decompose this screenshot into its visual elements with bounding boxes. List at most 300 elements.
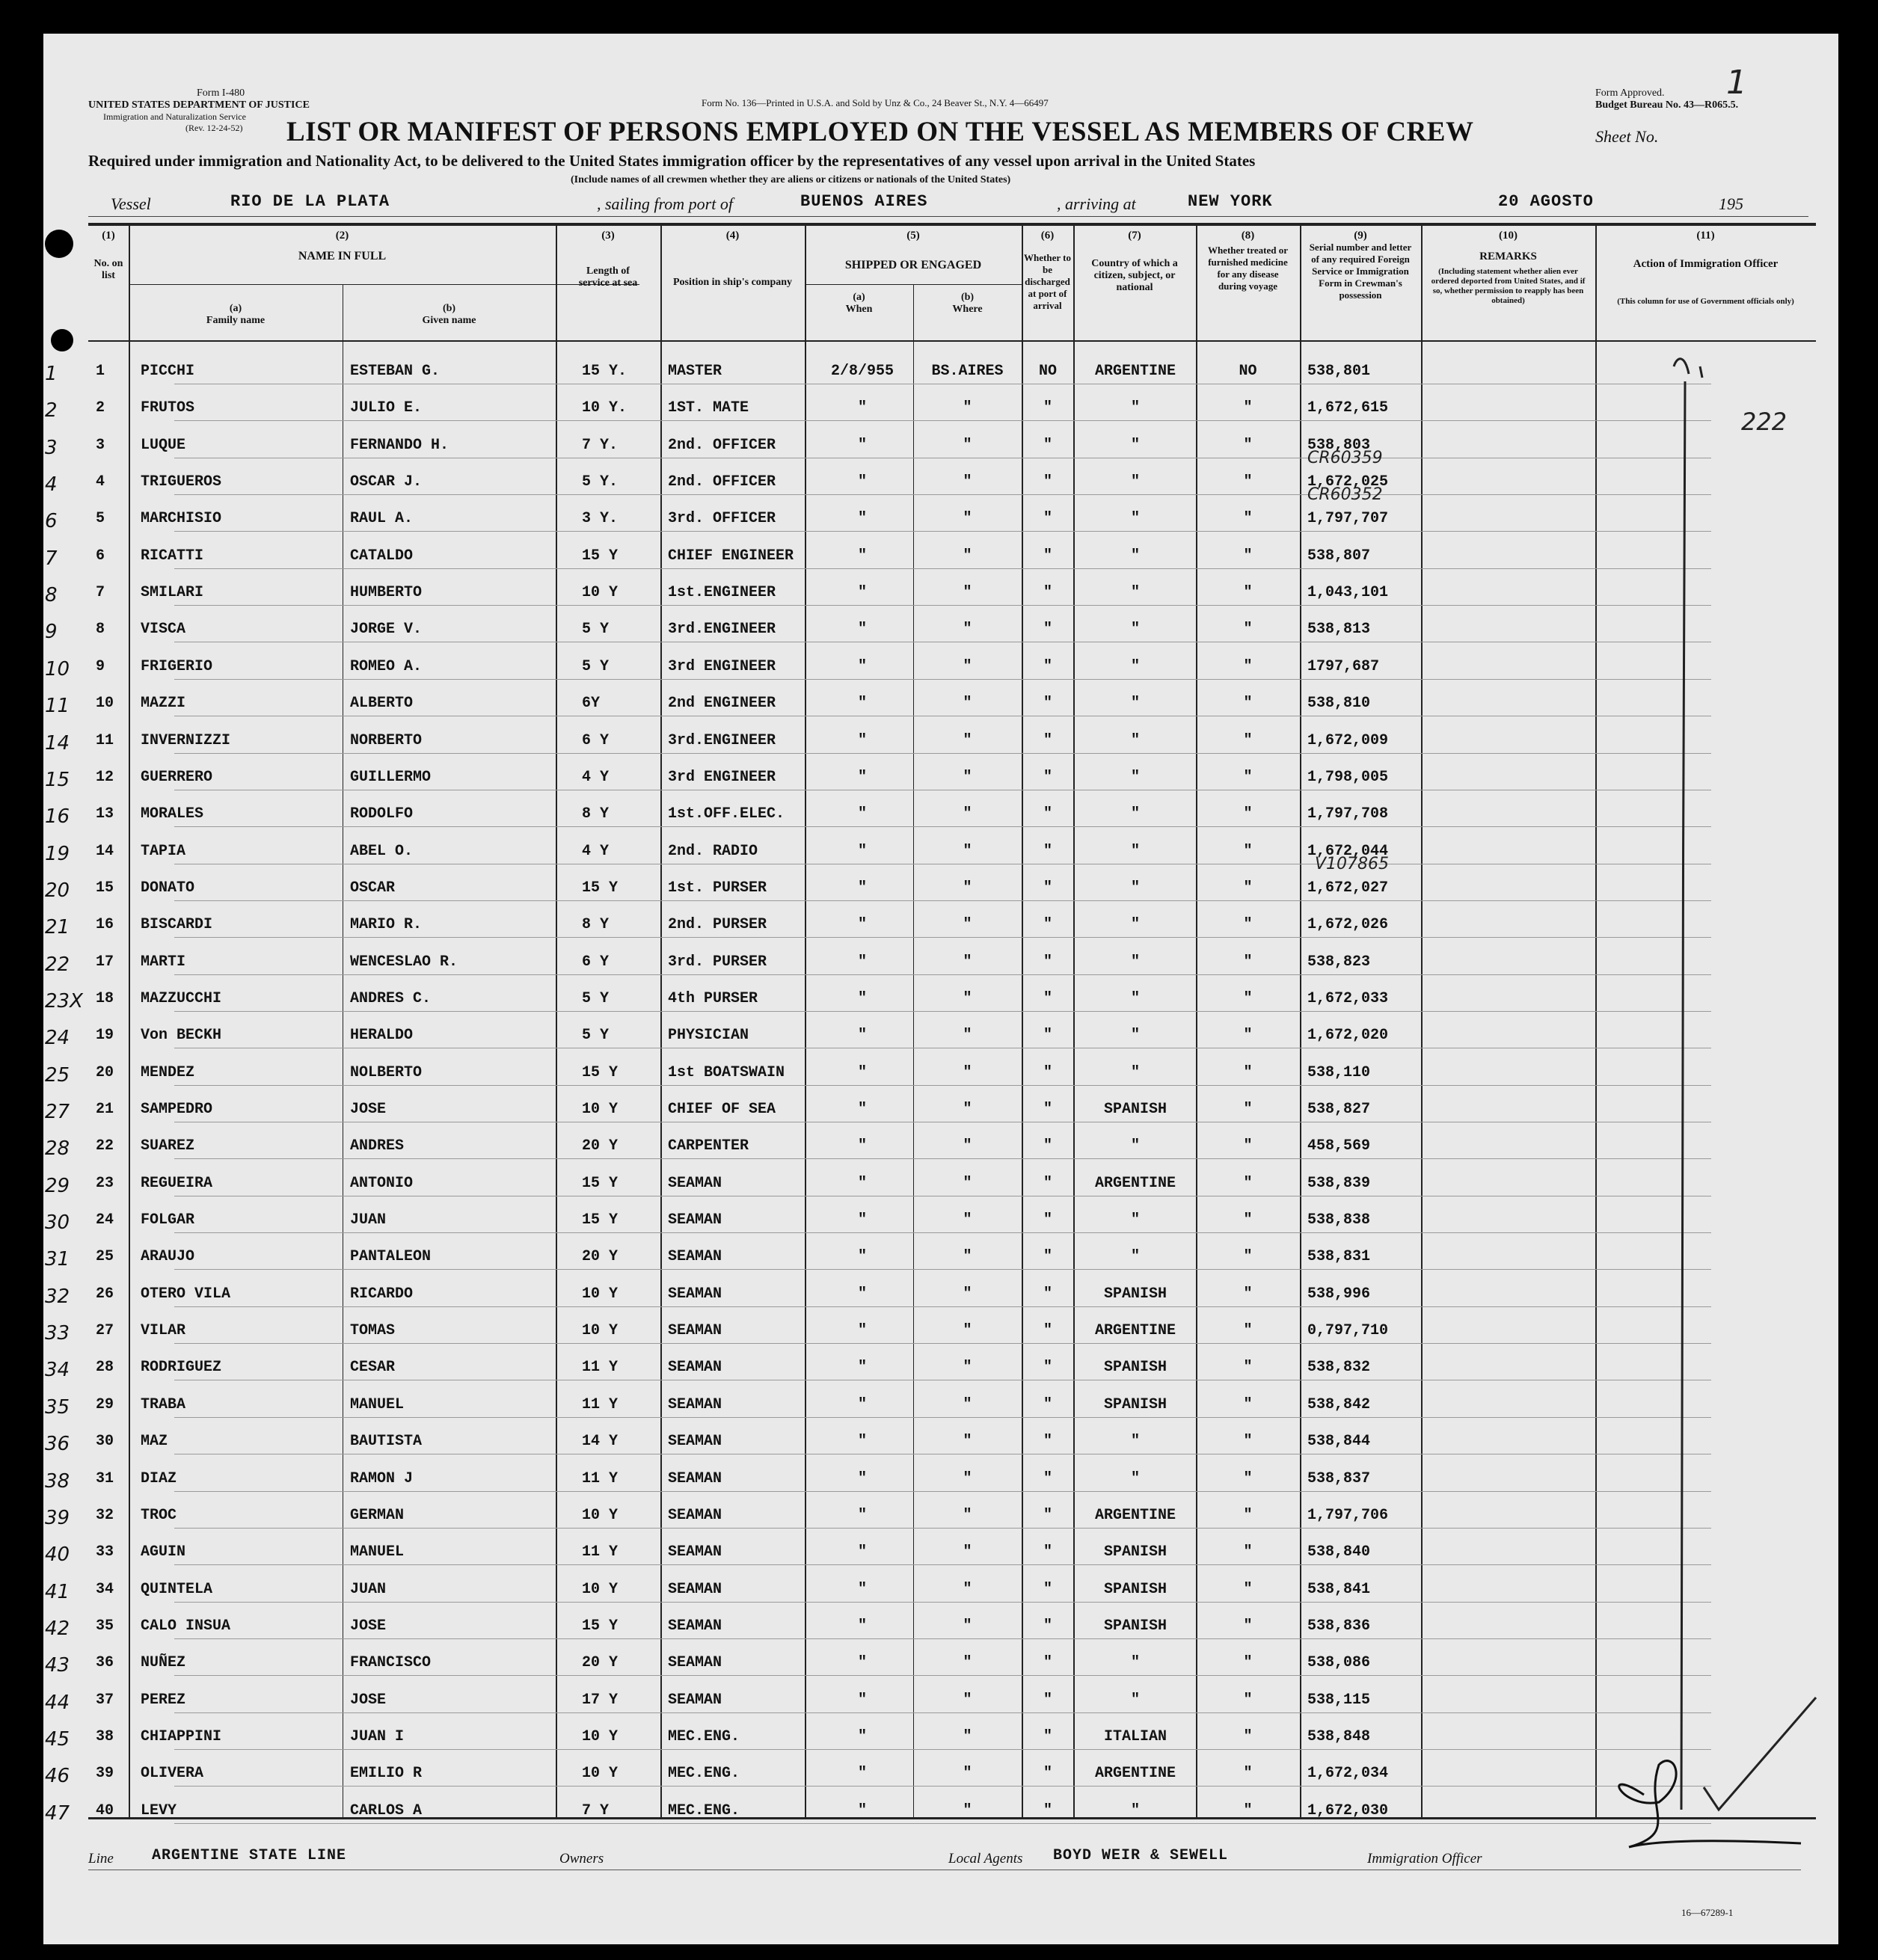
serial-number: 1,043,101 bbox=[1307, 584, 1389, 602]
shipped-when: " bbox=[857, 1395, 867, 1413]
name-subheader-rule bbox=[129, 284, 639, 285]
position: 3rd ENGINEER bbox=[668, 768, 776, 786]
serial-number: 538,823 bbox=[1307, 953, 1371, 971]
shipped-where: " bbox=[963, 1691, 972, 1709]
row-rule bbox=[174, 1343, 1711, 1344]
serial-number: 1,672,615 bbox=[1307, 399, 1389, 417]
country: SPANISH bbox=[1103, 1395, 1167, 1413]
country: ARGENTINE bbox=[1094, 1506, 1176, 1524]
sailing-label: , sailing from port of bbox=[597, 194, 733, 213]
discharged: " bbox=[1043, 1211, 1052, 1229]
medicine: " bbox=[1243, 953, 1253, 971]
row-rule bbox=[174, 1085, 1711, 1086]
shipped-where: " bbox=[963, 695, 972, 713]
medicine: " bbox=[1243, 657, 1253, 675]
col2b-tag: (b) bbox=[442, 303, 456, 314]
header-bottom-rule bbox=[88, 340, 1816, 342]
family-name: REGUEIRA bbox=[141, 1174, 213, 1192]
shipped-where: " bbox=[963, 805, 972, 823]
col2a-header: Family name bbox=[206, 315, 266, 326]
service-length: 10 Y bbox=[582, 1580, 619, 1598]
shipped-where: " bbox=[963, 916, 972, 934]
country: " bbox=[1130, 621, 1140, 639]
medicine: " bbox=[1243, 1359, 1253, 1377]
country: " bbox=[1130, 1801, 1140, 1819]
given-name: ANDRES C. bbox=[350, 989, 432, 1007]
col-divider-6 bbox=[1073, 224, 1075, 1817]
position: 3rd. OFFICER bbox=[668, 510, 776, 528]
position: CHIEF ENGINEER bbox=[668, 547, 794, 565]
position: SEAMAN bbox=[668, 1174, 722, 1192]
sheet-no-label: Sheet No. bbox=[1595, 127, 1659, 146]
given-name: MANUEL bbox=[350, 1395, 405, 1413]
medicine: " bbox=[1243, 1248, 1253, 1266]
shipped-where: " bbox=[963, 547, 972, 565]
discharged: " bbox=[1043, 621, 1052, 639]
row-rule bbox=[174, 1823, 1711, 1824]
given-name: CATALDO bbox=[350, 547, 414, 565]
row-number: 8 bbox=[96, 621, 105, 639]
row-number: 3 bbox=[96, 436, 105, 454]
discharged: " bbox=[1043, 1765, 1052, 1783]
col11-header: Action of Immigration Officer bbox=[1633, 258, 1779, 270]
shipped-where: " bbox=[963, 1580, 972, 1598]
row-rule bbox=[174, 1269, 1711, 1270]
row-number: 30 bbox=[96, 1433, 114, 1451]
given-name: BAUTISTA bbox=[350, 1433, 423, 1451]
row-number: 27 bbox=[96, 1322, 114, 1340]
shipped-where: " bbox=[963, 1469, 972, 1487]
col7-header: Country of which a citizen, subject, or national bbox=[1091, 258, 1178, 293]
medicine: " bbox=[1243, 399, 1253, 417]
table-top-rule bbox=[88, 223, 1816, 226]
country: ITALIAN bbox=[1103, 1727, 1167, 1745]
medicine: " bbox=[1243, 695, 1253, 713]
row-rule bbox=[174, 1564, 1711, 1565]
row-rule bbox=[174, 753, 1711, 754]
medicine: " bbox=[1243, 436, 1253, 454]
country: " bbox=[1130, 510, 1140, 528]
serial-number: 538,832 bbox=[1307, 1359, 1371, 1377]
family-name: CALO INSUA bbox=[141, 1617, 231, 1635]
discharged: " bbox=[1043, 1580, 1052, 1598]
position: CHIEF OF SEA bbox=[668, 1101, 776, 1118]
position: SEAMAN bbox=[668, 1211, 722, 1229]
given-name: HUMBERTO bbox=[350, 584, 423, 602]
medicine: NO bbox=[1239, 363, 1257, 380]
serial-number: 1,672,044 bbox=[1307, 842, 1389, 860]
discharged: " bbox=[1043, 1654, 1052, 1672]
medicine: " bbox=[1243, 731, 1253, 749]
serial-number: 1,672,033 bbox=[1307, 989, 1389, 1007]
row-rule bbox=[174, 568, 1711, 569]
hand-number: 44 bbox=[45, 1691, 70, 1714]
service-length: 3 Y. bbox=[582, 510, 619, 528]
service-length: 4 Y bbox=[582, 768, 610, 786]
family-name: QUINTELA bbox=[141, 1580, 213, 1598]
hand-number: 4 bbox=[45, 473, 58, 497]
hand-number: 35 bbox=[45, 1395, 70, 1419]
serial-number: 0,797,710 bbox=[1307, 1322, 1389, 1340]
hand-number: 38 bbox=[45, 1469, 70, 1493]
col5b-tag: (b) bbox=[960, 292, 975, 303]
row-number: 36 bbox=[96, 1654, 114, 1672]
col3-number: (3) bbox=[601, 230, 615, 242]
row5-handwritten-note: CR60352 bbox=[1307, 485, 1383, 504]
shipped-when: " bbox=[857, 1027, 867, 1045]
row-number: 10 bbox=[96, 695, 114, 713]
serial-number: 1,797,706 bbox=[1307, 1506, 1389, 1524]
row-number: 34 bbox=[96, 1580, 114, 1598]
col6-header: Whether to be discharged at port of arrival bbox=[1024, 252, 1071, 311]
position: MEC.ENG. bbox=[668, 1765, 740, 1783]
row-number: 16 bbox=[96, 916, 114, 934]
shipped-where: " bbox=[963, 953, 972, 971]
col6-number: (6) bbox=[1040, 230, 1055, 242]
service-length: 6Y bbox=[582, 695, 601, 713]
hand-number: 2 bbox=[45, 399, 58, 423]
family-name: MARCHISIO bbox=[141, 510, 222, 528]
shipped-where: " bbox=[963, 621, 972, 639]
col3-header: Length of service at sea bbox=[578, 265, 638, 289]
col-divider-8 bbox=[1300, 224, 1301, 1817]
shipped-when: " bbox=[857, 731, 867, 749]
given-name: GERMAN bbox=[350, 1506, 405, 1524]
family-name: AGUIN bbox=[141, 1543, 186, 1561]
family-name: FRIGERIO bbox=[141, 657, 213, 675]
position: MASTER bbox=[668, 363, 722, 380]
arrival-date: 20 AGOSTO bbox=[1498, 192, 1594, 211]
row-number: 20 bbox=[96, 1063, 114, 1081]
hand-number: 23X bbox=[45, 989, 83, 1013]
given-name: MANUEL bbox=[350, 1543, 405, 1561]
family-name: TAPIA bbox=[141, 842, 186, 860]
given-name: GUILLERMO bbox=[350, 768, 432, 786]
shipped-where: " bbox=[963, 1433, 972, 1451]
family-name: NUÑEZ bbox=[141, 1654, 186, 1672]
serial-number: 538,813 bbox=[1307, 621, 1371, 639]
family-name: GUERRERO bbox=[141, 768, 213, 786]
medicine: " bbox=[1243, 1211, 1253, 1229]
position: SEAMAN bbox=[668, 1285, 722, 1303]
hand-number: 8 bbox=[45, 584, 58, 607]
owners-label: Owners bbox=[559, 1851, 604, 1867]
serial-number: 538,841 bbox=[1307, 1580, 1371, 1598]
shipped-when: " bbox=[857, 1174, 867, 1192]
given-name: ANDRES bbox=[350, 1137, 405, 1155]
given-name: ESTEBAN G. bbox=[350, 363, 441, 380]
serial-number: 1,797,707 bbox=[1307, 510, 1389, 528]
service-length: 6 Y bbox=[582, 731, 610, 749]
hand-number: 45 bbox=[45, 1727, 70, 1751]
service-length: 10 Y bbox=[582, 584, 619, 602]
discharged: " bbox=[1043, 1543, 1052, 1561]
shipped-when: " bbox=[857, 1063, 867, 1081]
service-length: 8 Y bbox=[582, 916, 610, 934]
serial-number: 458,569 bbox=[1307, 1137, 1371, 1155]
hand-number: 31 bbox=[45, 1248, 70, 1271]
given-name: FERNANDO H. bbox=[350, 436, 449, 454]
shipped-where: " bbox=[963, 1727, 972, 1745]
discharged: " bbox=[1043, 1322, 1052, 1340]
discharged: " bbox=[1043, 916, 1052, 934]
form-code: 16—67289-1 bbox=[1681, 1907, 1734, 1918]
given-name: CARLOS A bbox=[350, 1801, 423, 1819]
given-name: HERALDO bbox=[350, 1027, 414, 1045]
service-length: 15 Y. bbox=[582, 363, 627, 380]
position: 1st BOATSWAIN bbox=[668, 1063, 785, 1081]
country: " bbox=[1130, 768, 1140, 786]
medicine: " bbox=[1243, 1063, 1253, 1081]
country: " bbox=[1130, 1211, 1140, 1229]
shipped-where: " bbox=[963, 1322, 972, 1340]
discharged: " bbox=[1043, 1359, 1052, 1377]
medicine: " bbox=[1243, 1727, 1253, 1745]
serial-number: 1,672,025 bbox=[1307, 473, 1389, 491]
serial-number: 1,672,034 bbox=[1307, 1765, 1389, 1783]
family-name: DONATO bbox=[141, 879, 195, 897]
shipped-when: " bbox=[857, 1691, 867, 1709]
service-length: 20 Y bbox=[582, 1137, 619, 1155]
row-number: 38 bbox=[96, 1727, 114, 1745]
hand-number: 1 bbox=[45, 363, 58, 385]
country: " bbox=[1130, 916, 1140, 934]
discharged: " bbox=[1043, 731, 1052, 749]
medicine: " bbox=[1243, 1137, 1253, 1155]
given-name: JORGE V. bbox=[350, 621, 423, 639]
shipped-where: " bbox=[963, 399, 972, 417]
country: SPANISH bbox=[1103, 1543, 1167, 1561]
shipped-where: " bbox=[963, 436, 972, 454]
row-number: 35 bbox=[96, 1617, 114, 1635]
shipped-when: " bbox=[857, 1580, 867, 1598]
medicine: " bbox=[1243, 621, 1253, 639]
punch-hole-top bbox=[45, 230, 73, 258]
position: 1ST. MATE bbox=[668, 399, 749, 417]
hand-number: 28 bbox=[45, 1137, 70, 1161]
shipped-when: " bbox=[857, 695, 867, 713]
serial-number: 1,797,708 bbox=[1307, 805, 1389, 823]
shipped-when: " bbox=[857, 1801, 867, 1819]
family-name: MORALES bbox=[141, 805, 204, 823]
hand-number: 27 bbox=[45, 1101, 70, 1123]
row-number: 18 bbox=[96, 989, 114, 1007]
shipped-when: " bbox=[857, 953, 867, 971]
col8-header: Whether treated or furnished medicine for any disease during voyage bbox=[1207, 245, 1289, 292]
discharged: " bbox=[1043, 1469, 1052, 1487]
col5-header: SHIPPED OR ENGAGED bbox=[844, 259, 982, 271]
row-rule bbox=[174, 1675, 1711, 1676]
row-number: 37 bbox=[96, 1691, 114, 1709]
family-name: CHIAPPINI bbox=[141, 1727, 222, 1745]
row-number: 33 bbox=[96, 1543, 114, 1561]
col-divider-4 bbox=[805, 224, 806, 1817]
country: " bbox=[1130, 657, 1140, 675]
arrival-port: NEW YORK bbox=[1188, 192, 1273, 211]
col-divider-7 bbox=[1196, 224, 1197, 1817]
row-rule bbox=[174, 1749, 1711, 1750]
family-name: FRUTOS bbox=[141, 399, 195, 417]
shipped-where: " bbox=[963, 1248, 972, 1266]
arrival-year: 195 bbox=[1719, 194, 1743, 213]
row-rule bbox=[174, 679, 1711, 680]
shipped-where: " bbox=[963, 510, 972, 528]
serial-number: 538,831 bbox=[1307, 1248, 1371, 1266]
position: SEAMAN bbox=[668, 1395, 722, 1413]
country: " bbox=[1130, 1027, 1140, 1045]
medicine: " bbox=[1243, 547, 1253, 565]
discharged: " bbox=[1043, 1063, 1052, 1081]
row-rule bbox=[174, 1602, 1711, 1603]
hand-number: 43 bbox=[45, 1654, 70, 1677]
shipped-where: " bbox=[963, 1801, 972, 1819]
medicine: " bbox=[1243, 510, 1253, 528]
given-name: RAUL A. bbox=[350, 510, 414, 528]
hand-number: 7 bbox=[45, 547, 58, 570]
col8-number: (8) bbox=[1241, 230, 1255, 242]
family-name: INVERNIZZI bbox=[141, 731, 231, 749]
serial-number: 538,115 bbox=[1307, 1691, 1371, 1709]
col10-header: REMARKS bbox=[1479, 251, 1537, 262]
row-number: 12 bbox=[96, 768, 114, 786]
family-name: SMILARI bbox=[141, 584, 204, 602]
medicine: " bbox=[1243, 1285, 1253, 1303]
row-number: 39 bbox=[96, 1765, 114, 1783]
col-divider-5 bbox=[1022, 224, 1023, 1817]
col5-number: (5) bbox=[906, 230, 920, 242]
shipped-when: " bbox=[857, 916, 867, 934]
row-number: 24 bbox=[96, 1211, 114, 1229]
service-length: 11 Y bbox=[582, 1395, 619, 1413]
col11-note: (This column for use of Government officials only) bbox=[1617, 297, 1794, 306]
col7-number: (7) bbox=[1128, 230, 1141, 242]
given-name: NORBERTO bbox=[350, 731, 423, 749]
service-length: 7 Y bbox=[582, 1801, 610, 1819]
position: 2nd. OFFICER bbox=[668, 473, 776, 491]
budget-bureau: Budget Bureau No. 43—R065.5. bbox=[1595, 99, 1739, 111]
position: SEAMAN bbox=[668, 1617, 722, 1635]
given-name: ALBERTO bbox=[350, 695, 414, 713]
service-length: 15 Y bbox=[582, 879, 619, 897]
shipped-where: " bbox=[963, 768, 972, 786]
family-name: RICATTI bbox=[141, 547, 204, 565]
medicine: " bbox=[1243, 1506, 1253, 1524]
family-name: FOLGAR bbox=[141, 1211, 195, 1229]
serial-number: 1,672,009 bbox=[1307, 731, 1389, 749]
shipped-where: " bbox=[963, 584, 972, 602]
medicine: " bbox=[1243, 1027, 1253, 1045]
position: 3rd. PURSER bbox=[668, 953, 767, 971]
service-length: 20 Y bbox=[582, 1654, 619, 1672]
country: " bbox=[1130, 1063, 1140, 1081]
discharged: " bbox=[1043, 584, 1052, 602]
vessel-label: Vessel bbox=[111, 194, 151, 213]
medicine: " bbox=[1243, 805, 1253, 823]
service-length: 5 Y bbox=[582, 1027, 610, 1045]
col11-number: (11) bbox=[1696, 230, 1715, 242]
family-name: PEREZ bbox=[141, 1691, 186, 1709]
country: " bbox=[1130, 989, 1140, 1007]
position: SEAMAN bbox=[668, 1322, 722, 1340]
row-rule bbox=[174, 1011, 1711, 1012]
row-rule bbox=[174, 531, 1711, 532]
serial-number: 1797,687 bbox=[1307, 657, 1380, 675]
row-number: 28 bbox=[96, 1359, 114, 1377]
shipped-where: " bbox=[963, 1654, 972, 1672]
country: ARGENTINE bbox=[1094, 1174, 1176, 1192]
shipped-where: " bbox=[963, 1506, 972, 1524]
given-name: PANTALEON bbox=[350, 1248, 432, 1266]
medicine: " bbox=[1243, 1654, 1253, 1672]
shipped-where: BS.AIRES bbox=[931, 363, 1004, 380]
family-name: DIAZ bbox=[141, 1469, 177, 1487]
row-number: 13 bbox=[96, 805, 114, 823]
service-length: 15 Y bbox=[582, 547, 619, 565]
shipped-where: " bbox=[963, 1211, 972, 1229]
position: 2nd. OFFICER bbox=[668, 436, 776, 454]
row-number: 2 bbox=[96, 399, 105, 417]
position: SEAMAN bbox=[668, 1433, 722, 1451]
row-rule bbox=[174, 1158, 1711, 1159]
row-number: 11 bbox=[96, 731, 114, 749]
hand-number: 39 bbox=[45, 1506, 70, 1529]
discharged: " bbox=[1043, 768, 1052, 786]
row-number: 6 bbox=[96, 547, 105, 565]
hand-number: 29 bbox=[45, 1174, 70, 1197]
page-title: LIST OR MANIFEST OF PERSONS EMPLOYED ON THE VESSEL AS MEMBERS OF CREW bbox=[286, 117, 1474, 147]
row-number: 26 bbox=[96, 1285, 114, 1303]
col4-header: Position in ship's company bbox=[672, 277, 793, 288]
service-length: 15 Y bbox=[582, 1617, 619, 1635]
printer-line: Form No. 136—Printed in U.S.A. and Sold by Unz & Co., 24 Beaver St., N.Y. 4—66497 bbox=[702, 97, 1049, 108]
row-number: 32 bbox=[96, 1506, 114, 1524]
hand-number: 30 bbox=[45, 1211, 70, 1235]
position: SEAMAN bbox=[668, 1359, 722, 1377]
row-number: 5 bbox=[96, 510, 105, 528]
given-name: JOSE bbox=[350, 1617, 387, 1635]
service-length: 10 Y. bbox=[582, 399, 627, 417]
medicine: " bbox=[1243, 768, 1253, 786]
family-name: TRIGUEROS bbox=[141, 473, 222, 491]
col9-number: (9) bbox=[1354, 230, 1367, 242]
given-name: JOSE bbox=[350, 1691, 387, 1709]
shipped-where: " bbox=[963, 1063, 972, 1081]
given-name: ABEL O. bbox=[350, 842, 414, 860]
sheet-number: 1 bbox=[1726, 64, 1747, 102]
col2-number: (2) bbox=[335, 230, 349, 242]
shipped-when: " bbox=[857, 657, 867, 675]
medicine: " bbox=[1243, 1580, 1253, 1598]
hand-number: 15 bbox=[45, 768, 70, 791]
family-name: BISCARDI bbox=[141, 916, 213, 934]
given-name: ROMEO A. bbox=[350, 657, 423, 675]
department-name: UNITED STATES DEPARTMENT OF JUSTICE bbox=[88, 99, 310, 111]
serial-number: 538,842 bbox=[1307, 1395, 1371, 1413]
hand-number: 16 bbox=[45, 805, 70, 829]
given-name: CESAR bbox=[350, 1359, 396, 1377]
medicine: " bbox=[1243, 1691, 1253, 1709]
position: MEC.ENG. bbox=[668, 1727, 740, 1745]
given-name: WENCESLAO R. bbox=[350, 953, 458, 971]
position: PHYSICIAN bbox=[668, 1027, 749, 1045]
shipped-when: " bbox=[857, 399, 867, 417]
form-revision: (Rev. 12-24-52) bbox=[185, 123, 243, 133]
position: 4th PURSER bbox=[668, 989, 758, 1007]
position: SEAMAN bbox=[668, 1469, 722, 1487]
family-name: TRABA bbox=[141, 1395, 186, 1413]
discharged: " bbox=[1043, 399, 1052, 417]
shipped-where: " bbox=[963, 1285, 972, 1303]
